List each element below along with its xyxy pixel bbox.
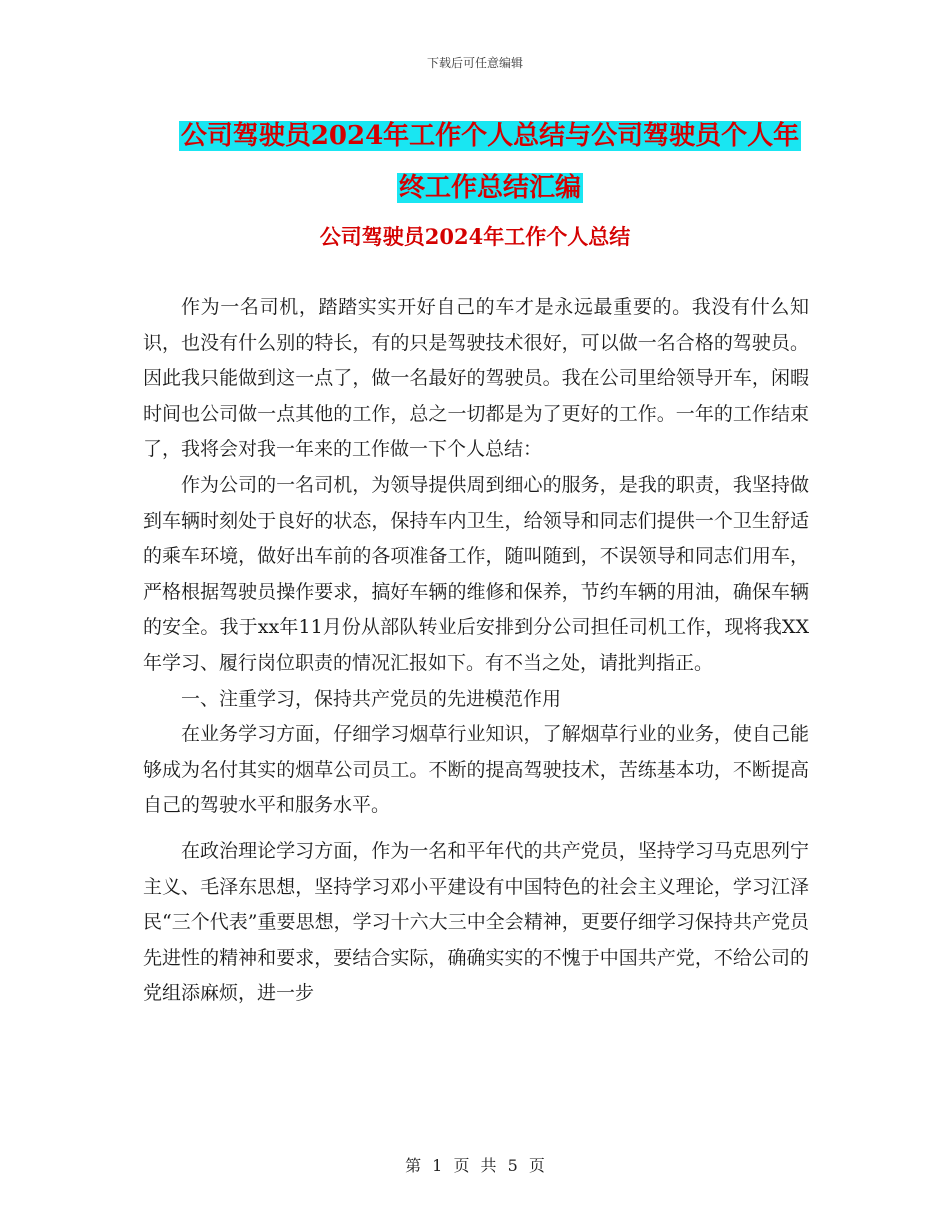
title-line-2: 终工作总结汇编 <box>398 173 581 203</box>
section-title: 公司驾驶员2024年工作个人总结 <box>319 224 631 249</box>
title-line-1: 公司驾驶员2024年工作个人总结与公司驾驶员个人年 <box>180 121 800 151</box>
section-heading: 一、注重学习，保持共产党员的先进模范作用 <box>181 687 562 710</box>
paragraph: 在政治理论学习方面，作为一名和平年代的共产党员，坚持学习马克思列宁主义、毛泽东思想，坚持学习邓小平建设有中国特色的社会主义理论，学习江泽民“三个代表”重要思想，学习十六大三中全会精神，更要仔细学习保持共产党员先进性的精神和要求，要结合实际，确确实实的不愧于中国共产党，不给公司的党组添麻烦，进一步 <box>143 839 809 1005</box>
paragraph: 作为公司的一名司机，为领导提供周到细心的服务，是我的职责，我坚持做到车辆时刻处于良好的状态，保持车内卫生，给领导和同志们提供一个卫生舒适的乘车环境，做好出车前的各项准备工作，随叫随到，不误领导和同志们用车，严格根据驾驶员操作要求，搞好车辆的维修和保养，节约车辆的用油，确保车辆的安全。我于xx年11月份从部队转业后安排到分公司担任司机工作，现将我XX年学习、履行岗位职责的情况汇报如下。有不当之处，请批判指正。 <box>143 473 809 674</box>
paragraph: 作为一名司机，踏踏实实开好自己的车才是永远最重要的。我没有什么知识，也没有什么别的特长，有的只是驾驶技术很好，可以做一名合格的驾驶员。因此我只能做到这一点了，做一名最好的驾驶员。我在公司里给领导开车，闲暇时间也公司做一点其他的工作，总之一切都是为了更好的工作。一年的工作结束了，我将会对我一年来的工作做一下个人总结： <box>143 296 809 461</box>
body-text <box>143 290 809 1012</box>
page-footer: 第 1 页 共 5 页 <box>405 1156 545 1175</box>
document-title <box>140 110 840 214</box>
header-note: 下载后可任意编辑 <box>426 56 523 70</box>
paragraph: 在业务学习方面，仔细学习烟草行业知识，了解烟草行业的业务，使自己能够成为名付其实的烟草公司员工。不断的提高驾驶技术，苦练基本功，不断提高自己的驾驶水平和服务水平。 <box>143 723 809 817</box>
